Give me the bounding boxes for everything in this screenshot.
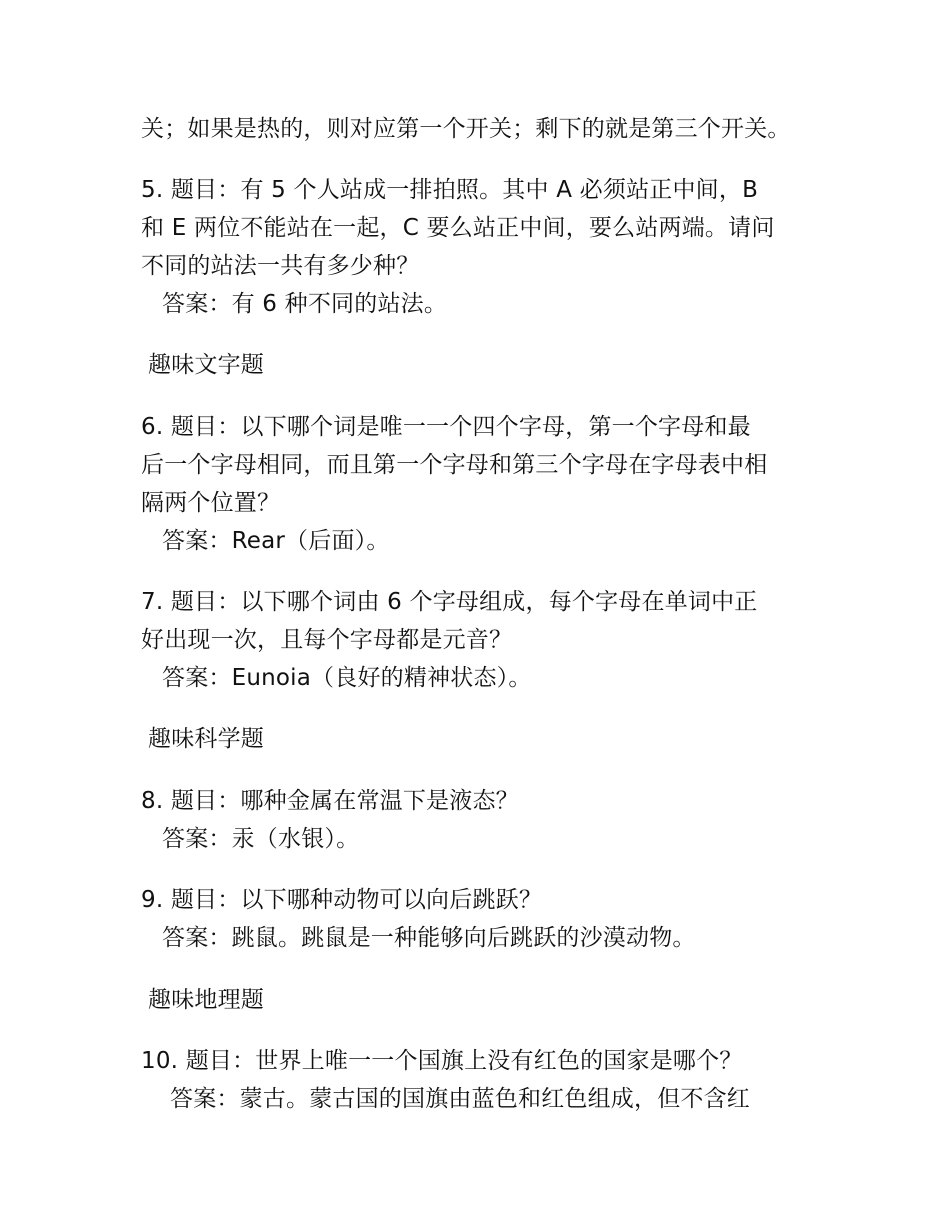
question-5-line-2: 和 E 两位不能站在一起，C 要么站正中间，要么站两端。请问 — [141, 215, 775, 241]
section-heading-geo: 趣味地理题 — [148, 987, 264, 1013]
question-6-line-2: 后一个字母相同，而且第一个字母和第三个字母在字母表中相 — [141, 452, 768, 478]
answer-5: 答案：有 6 种不同的站法。 — [162, 291, 448, 317]
question-7-line-2: 好出现一次，且每个字母都是元音？ — [141, 627, 513, 653]
question-6-line-3: 隔两个位置？ — [141, 490, 281, 516]
question-5-line-1: 5. 题目：有 5 个人站成一排拍照。其中 A 必须站正中间，B — [141, 177, 759, 203]
answer-10: 答案：蒙古。蒙古国的国旗由蓝色和红色组成，但不含红 — [170, 1086, 750, 1112]
question-8-line-1: 8. 题目：哪种金属在常温下是液态？ — [141, 788, 519, 814]
question-7-line-1: 7. 题目：以下哪个词由 6 个字母组成，每个字母在单词中正 — [141, 589, 758, 615]
question-10-line-1: 10. 题目：世界上唯一一个国旗上没有红色的国家是哪个？ — [141, 1048, 743, 1074]
answer-8: 答案：汞（水银）。 — [162, 826, 360, 852]
question-5-line-3: 不同的站法一共有多少种？ — [141, 253, 420, 279]
section-heading-science: 趣味科学题 — [148, 726, 264, 752]
answer-6: 答案：Rear（后面）。 — [162, 528, 390, 554]
question-9-line-1: 9. 题目：以下哪种动物可以向后跳跃？ — [141, 887, 543, 913]
continuation-line: 关；如果是热的，则对应第一个开关；剩下的就是第三个开关。 — [141, 116, 791, 142]
answer-7: 答案：Eunoia（良好的精神状态）。 — [162, 665, 532, 691]
answer-9: 答案：跳鼠。跳鼠是一种能够向后跳跃的沙漠动物。 — [162, 925, 696, 951]
section-heading-word: 趣味文字题 — [148, 352, 264, 378]
question-6-line-1: 6. 题目：以下哪个词是唯一一个四个字母，第一个字母和最 — [141, 414, 751, 440]
